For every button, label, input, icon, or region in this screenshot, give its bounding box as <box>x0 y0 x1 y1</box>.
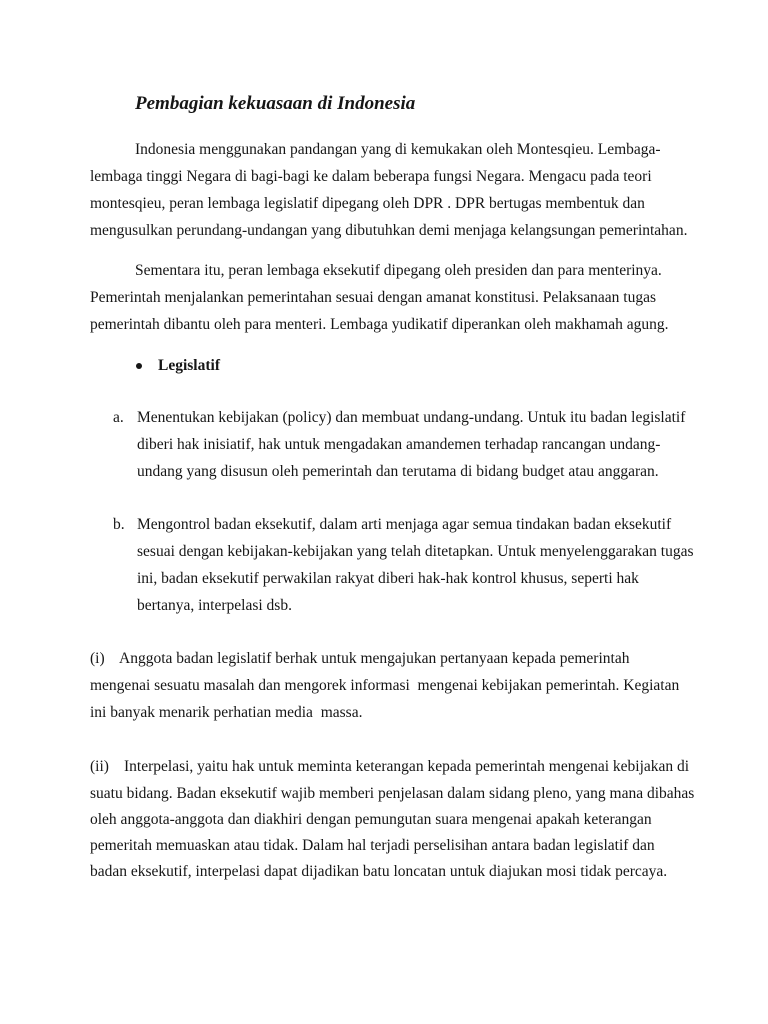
list-item-line: Mengontrol badan eksekutif, dalam arti menjaga agar semua tindakan badan eksekutif <box>137 516 672 533</box>
paragraph-line: mengusulkan perundang-undangan yang dibutuhkan demi menjaga kelangsungan pemerintahan. <box>90 222 688 239</box>
roman-item-line: badan eksekutif, interpelasi dapat dijadikan batu loncatan untuk diajukan mosi tidak percaya. <box>90 863 668 880</box>
list-item-line: diberi hak inisiatif, hak untuk mengadakan amandemen terhadap rancangan undang- <box>137 436 661 453</box>
roman-item-line: oleh anggota-anggota dan diakhiri dengan pemungutan suara mengenai apakah keterangan <box>90 811 652 828</box>
list-marker: b. <box>113 516 125 533</box>
roman-item-line: suatu bidang. Badan eksekutif wajib memberi penjelasan dalam sidang pleno, yang mana dibahas <box>90 785 695 802</box>
roman-item-line: Anggota badan legislatif berhak untuk mengajukan pertanyaan kepada pemerintah <box>119 650 630 667</box>
roman-item-line: ini banyak menarik perhatian media massa. <box>90 704 363 721</box>
roman-marker: (ii) <box>90 758 109 775</box>
list-item-line: undang yang disusun oleh pemerintah dan terutama di bidang budget atau anggaran. <box>137 463 659 480</box>
bullet-label: Legislatif <box>158 357 220 374</box>
list-item-line: sesuai dengan kebijakan-kebijakan yang telah ditetapkan. Untuk menyelenggarakan tugas <box>137 543 694 560</box>
bullet-icon <box>136 363 142 369</box>
list-item-line: bertanya, interpelasi dsb. <box>137 597 292 614</box>
paragraph-line: lembaga tinggi Negara di bagi-bagi ke dalam beberapa fungsi Negara. Mengacu pada teori <box>90 168 652 185</box>
paragraph-line: Sementara itu, peran lembaga eksekutif dipegang oleh presiden dan para menterinya. <box>135 262 662 279</box>
list-item-line: ini, badan eksekutif perwakilan rakyat diberi hak-hak kontrol khusus, seperti hak <box>137 570 639 587</box>
paragraph-line: pemerintah dibantu oleh para menteri. Lembaga yudikatif diperankan oleh makhamah agung. <box>90 316 669 333</box>
list-item-line: Menentukan kebijakan (policy) dan membuat undang-undang. Untuk itu badan legislatif <box>137 409 686 426</box>
roman-item-line: pemeritah memuaskan atau tidak. Dalam hal terjadi perselisihan antara badan legislatif dan <box>90 837 655 854</box>
paragraph-line: montesqieu, peran lembaga legislatif dipegang oleh DPR . DPR bertugas membentuk dan <box>90 195 645 212</box>
roman-marker: (i) <box>90 650 105 667</box>
list-marker: a. <box>113 409 124 426</box>
paragraph-line: Indonesia menggunakan pandangan yang di kemukakan oleh Montesqieu. Lembaga- <box>135 141 661 158</box>
page-title: Pembagian kekuasaan di Indonesia <box>135 93 416 114</box>
paragraph-line: Pemerintah menjalankan pemerintahan sesuai dengan amanat konstitusi. Pelaksanaan tugas <box>90 289 657 306</box>
roman-item-line: mengenai sesuatu masalah dan mengorek informasi mengenai kebijakan pemerintah. Kegiatan <box>90 677 680 694</box>
roman-item-line: Interpelasi, yaitu hak untuk meminta keterangan kepada pemerintah mengenai kebijakan di <box>124 758 690 775</box>
